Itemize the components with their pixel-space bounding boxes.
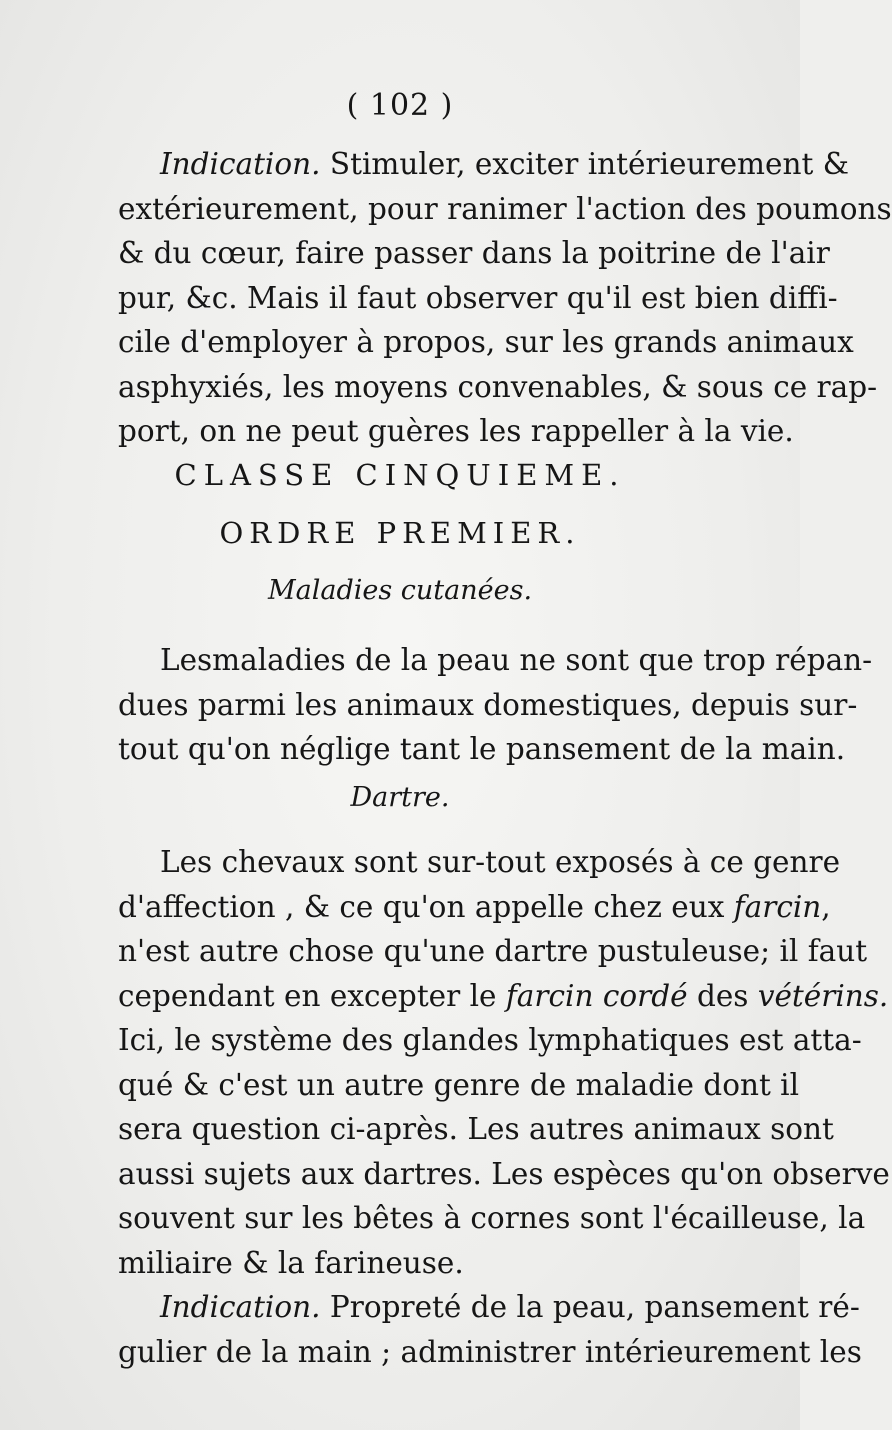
paragraph-line: Ici, le système des glandes lymphatiques est atta-: [118, 1023, 862, 1057]
heading-ordre: ORDRE PREMIER.: [219, 516, 581, 550]
paragraph-line: d'affection , & ce qu'on appelle chez eux farcin,: [118, 889, 831, 924]
paragraph-line: cependant en excepter le farcin cordé des vétérins.: [118, 978, 889, 1013]
paragraph-line: sera question ci-après. Les autres animaux sont: [118, 1112, 834, 1146]
paragraph-line: cile d'employer à propos, sur les grands animaux: [118, 325, 854, 359]
paragraph-line: Les chevaux sont sur-tout exposés à ce genre: [160, 845, 841, 879]
paragraph-line: tout qu'on néglige tant le pansement de la main.: [118, 732, 846, 766]
paragraph-line: miliaire & la farineuse.: [118, 1245, 464, 1280]
paragraph-line: dues parmi les animaux domestiques, depuis sur-: [118, 687, 858, 722]
paragraph-line: Lesmaladies de la peau ne sont que trop répan-: [160, 643, 873, 677]
paragraph-line: souvent sur les bêtes à cornes sont l'écailleuse, la: [118, 1201, 866, 1235]
paragraph-line: extérieurement, pour ranimer l'action des poumons: [118, 191, 892, 226]
paragraph-maladies: [118, 638, 873, 772]
paragraph-line: asphyxiés, les moyens convenables, & sous ce rap-: [118, 369, 878, 404]
paragraph-line: qué & c'est un autre genre de maladie dont il: [118, 1067, 800, 1102]
paragraph-indication-1: [118, 142, 892, 454]
paragraph-line: aussi sujets aux dartres. Les espèces qu'on observe: [118, 1156, 890, 1191]
heading-classe: CLASSE CINQUIEME.: [174, 458, 626, 492]
paragraph-dartre: [118, 840, 890, 1285]
indication-label: Indication.: [160, 147, 321, 181]
section-title-dartre: Dartre.: [350, 782, 450, 813]
indication-label: Indication.: [160, 1290, 321, 1324]
paragraph-line: port, on ne peut guères les rappeller à la vie.: [118, 414, 794, 448]
paragraph-line: Indication. Propreté de la peau, pansement ré-: [160, 1290, 860, 1324]
paragraph-line: n'est autre chose qu'une dartre pustuleuse; il faut: [118, 934, 868, 968]
paragraph-line: Indication. Stimuler, exciter intérieurement &: [160, 147, 849, 181]
paragraph-line: pur, &c. Mais il faut observer qu'il est bien diffi-: [118, 280, 838, 315]
section-title-maladies: Maladies cutanées.: [267, 575, 533, 606]
page-number: ( 102 ): [346, 88, 454, 123]
paragraph-line: gulier de la main ; administrer intérieurement les: [118, 1334, 862, 1369]
paragraph-indication-2: [118, 1285, 862, 1374]
paragraph-line: & du cœur, faire passer dans la poitrine de l'air: [118, 236, 830, 270]
